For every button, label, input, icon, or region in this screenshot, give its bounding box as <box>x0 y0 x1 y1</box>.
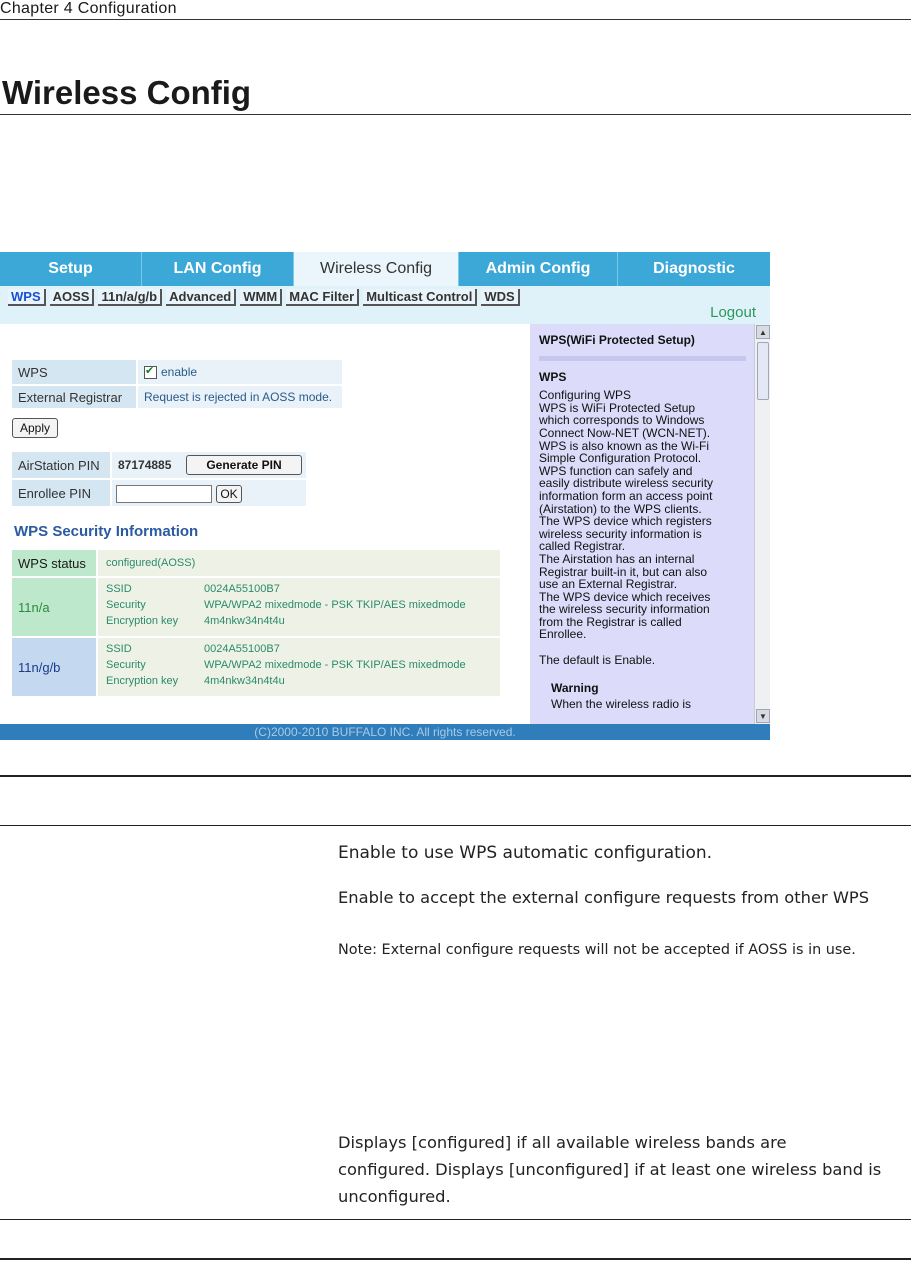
help-line: Enrollee. <box>539 627 587 642</box>
scroll-down-icon[interactable]: ▼ <box>756 709 770 723</box>
wps-enable-label: enable <box>161 365 198 379</box>
help-line: wireless security information is <box>539 526 702 541</box>
airstation-pin-row <box>12 452 306 478</box>
tab-lan-config[interactable]: LAN Config <box>142 252 294 286</box>
table-header-rule <box>0 825 911 826</box>
encryption-key-value: 4m4nkw34n4t4u <box>204 615 285 627</box>
subtab-wps[interactable]: WPS <box>8 289 46 306</box>
external-registrar-row <box>12 386 342 408</box>
table-top-rule <box>0 775 911 777</box>
header-rule <box>0 19 911 20</box>
ssid-label: SSID <box>106 643 132 655</box>
wps-label: WPS <box>12 360 136 384</box>
help-panel <box>530 324 754 724</box>
security-info-title: WPS Security Information <box>14 523 199 540</box>
help-line: The WPS device which receives <box>539 589 711 604</box>
help-line: Simple Configuration Protocol. <box>539 451 702 466</box>
help-line: easily distribute wireless security <box>539 476 714 491</box>
security-label: Security <box>106 599 146 611</box>
help-line: (Airstation) to the WPS clients. <box>539 501 702 516</box>
sub-nav <box>0 286 770 324</box>
help-line: Configuring WPS <box>539 388 632 403</box>
encryption-key-value: 4m4nkw34n4t4u <box>204 675 285 687</box>
security-value: WPA/WPA2 mixedmode - PSK TKIP/AES mixedmode <box>204 599 466 611</box>
help-line: the wireless security information <box>539 602 710 617</box>
help-title: WPS(WiFi Protected Setup) <box>539 333 695 347</box>
airstation-pin-label: AirStation PIN <box>12 452 110 478</box>
security-label: Security <box>106 659 146 671</box>
enrollee-pin-row <box>12 480 306 506</box>
desc-note: Note: External configure requests will not be accepted if AOSS is in use. <box>338 942 856 958</box>
help-line: WPS is also known as the Wi-Fi <box>539 438 710 453</box>
help-line: The WPS device which registers <box>539 514 712 529</box>
status-row <box>12 550 500 578</box>
subtab-11nagb[interactable]: 11n/a/g/b <box>98 289 162 306</box>
tab-diagnostic[interactable]: Diagnostic <box>653 260 735 277</box>
desc-wps: Enable to use WPS automatic configuration. <box>338 843 713 863</box>
table-bottom-rule <box>0 1258 911 1260</box>
generate-pin-button[interactable]: Generate PIN <box>186 455 302 475</box>
subtab-multicast-control[interactable]: Multicast Control <box>363 289 477 306</box>
help-scrollbar[interactable] <box>754 324 770 724</box>
desc-external-registrar: Enable to accept the external configure requests from other WPS <box>338 888 870 907</box>
external-registrar-label: External Registrar <box>12 386 136 408</box>
scroll-up-icon[interactable]: ▲ <box>756 325 770 339</box>
help-line: WPS function can safely and <box>539 463 693 478</box>
ssid-value: 0024A55100B7 <box>204 643 280 655</box>
apply-button[interactable]: Apply <box>12 418 58 438</box>
band-row-11na <box>12 578 500 638</box>
help-line: information form an access point <box>539 488 713 503</box>
status-value: configured(AOSS) <box>98 550 500 576</box>
security-value: WPA/WPA2 mixedmode - PSK TKIP/AES mixedmode <box>204 659 466 671</box>
tab-setup[interactable]: Setup <box>0 252 142 286</box>
tab-admin-config[interactable]: Admin Config <box>459 252 618 286</box>
encryption-key-label: Encryption key <box>106 615 179 627</box>
help-line: use an External Registrar. <box>539 577 678 592</box>
help-line: The Airstation has an internal <box>539 551 695 566</box>
help-default: The default is Enable. <box>539 653 656 668</box>
table-row-rule <box>0 1219 911 1220</box>
help-line: from the Registrar is called <box>539 614 682 629</box>
status-label: WPS status <box>12 550 96 576</box>
help-text <box>539 389 746 641</box>
help-line: which corresponds to Windows <box>539 413 705 428</box>
wps-enable-checkbox[interactable] <box>144 366 157 379</box>
main-nav <box>0 252 770 286</box>
tab-wireless-config[interactable]: Wireless Config <box>294 252 459 286</box>
subtab-wmm[interactable]: WMM <box>240 289 282 306</box>
help-line: WPS is WiFi Protected Setup <box>539 400 696 415</box>
subtab-mac-filter[interactable]: MAC Filter <box>286 289 359 306</box>
scroll-thumb[interactable] <box>757 342 769 400</box>
subtab-wds[interactable]: WDS <box>481 289 519 306</box>
band-name: 11n/g/b <box>12 638 96 696</box>
band-row-11ngb <box>12 638 500 698</box>
desc-status-line1: Displays [configured] if all available wireless bands are <box>338 1133 787 1152</box>
wps-row <box>12 360 342 384</box>
copyright-footer: (C)2000-2010 BUFFALO INC. All rights reserved. <box>0 724 770 740</box>
logout-link[interactable]: Logout <box>710 304 756 321</box>
router-ui-screenshot <box>0 252 770 740</box>
help-heading: WPS <box>539 369 567 384</box>
help-line: Registrar built-in it, but can also <box>539 564 708 579</box>
subtab-advanced[interactable]: Advanced <box>166 289 236 306</box>
help-line: called Registrar. <box>539 539 626 554</box>
desc-status-line2: configured. Displays [unconfigured] if at least one wireless band is <box>338 1160 882 1179</box>
subtab-aoss[interactable]: AOSS <box>50 289 95 306</box>
settings-panel <box>0 324 528 724</box>
band-name: 11n/a <box>12 578 96 636</box>
page-title: Wireless Config <box>2 74 252 111</box>
help-separator <box>539 356 746 361</box>
external-registrar-value: Request is rejected in AOSS mode. <box>138 386 342 408</box>
help-warning-text: When the wireless radio is <box>551 697 692 712</box>
help-line: Connect Now-NET (WCN-NET). <box>539 425 711 440</box>
enrollee-pin-input[interactable] <box>116 485 212 503</box>
chapter-header: Chapter 4 Configuration <box>0 0 177 17</box>
airstation-pin-value: 87174885 <box>118 458 172 472</box>
ssid-label: SSID <box>106 583 132 595</box>
ssid-value: 0024A55100B7 <box>204 583 280 595</box>
title-rule <box>0 114 911 115</box>
ok-button[interactable]: OK <box>216 485 242 503</box>
security-info-table <box>12 550 500 698</box>
encryption-key-label: Encryption key <box>106 675 179 687</box>
desc-status-line3: unconfigured. <box>338 1187 451 1206</box>
enrollee-pin-label: Enrollee PIN <box>12 480 110 506</box>
help-warning: Warning <box>551 680 599 695</box>
